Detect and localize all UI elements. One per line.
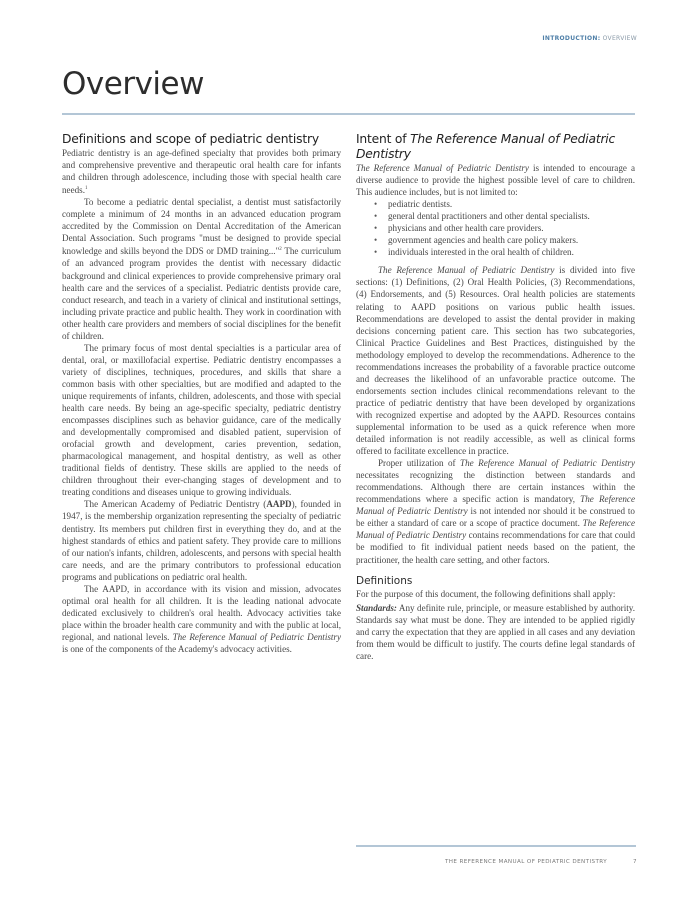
audience-list xyxy=(356,198,635,258)
left-column xyxy=(62,132,341,655)
section-heading-definitions: Definitions xyxy=(356,574,413,587)
section-heading-intent: Intent of The Reference Manual of Pediatric Dentistry xyxy=(356,132,616,161)
paragraph: The primary focus of most dental specialties is a particular area of dental, oral, or maxillofacial expertise. Pediatric dentistry encompasses a variety of disciplines, techniques, procedures, and skills that share a common basis with other specialties, but are modified and adapted to the unique requirements of infants, children, adolescents, and those with special health care needs. By being an age-specific specialty, pediatric dentistry encompasses disciplines such as behavior guidance, care of the medically and developmentally compromised and disabled patient, supervision of orofacial growth and development, caries prevention, sedation, pharmacological management, and hospital dentistry, as well as other traditional fields of dentistry. These skills are applied to the needs of children throughout their ever-changing stages of development and to treating conditions and diseases unique to growing individuals. xyxy=(62,342,341,498)
list-item: • pediatric dentists. xyxy=(388,198,635,210)
title-divider xyxy=(62,113,635,115)
paragraph: Proper utilization of The Reference Manual of Pediatric Dentistry necessitates recognizing the distinction between standards and recommendations. Although there are certain instances within the recommendations where a specific action is mandatory, The Reference Manual of Pediatric Dentistry is not intended nor should it be construed to be either a standard of care or a scope of practice document. The Reference Manual of Pediatric Dentistry contains recommendations for care that could be modified to fit individual patient needs based on the patient, the practitioner, the health care setting, and other factors. xyxy=(356,458,635,565)
list-item: • physicians and other health care providers. xyxy=(388,222,635,234)
footnote-ref: 1 xyxy=(84,186,88,192)
paragraph: The Reference Manual of Pediatric Dentistry is intended to encourage a diverse audience to provide the highest possible level of care to children. This audience includes, but is not limited to: xyxy=(356,163,635,198)
running-head xyxy=(542,35,637,42)
running-head-section: INTRODUCTION: xyxy=(542,35,601,42)
list-item: • individuals interested in the oral health of children. xyxy=(388,246,635,258)
section-heading-definitions-scope: Definitions and scope of pediatric dentistry xyxy=(62,132,319,146)
page-title: Overview xyxy=(62,66,204,102)
paragraph: The AAPD, in accordance with its vision and mission, advocates optimal oral health for all children. It is the leading national advocate dedicated exclusively to children's oral health. Advocacy activities take place within the broader health care community and with the public at local, regional, and national levels. The Reference Manual of Pediatric Dentistry is one of the components of the Academy's advocacy activities. xyxy=(62,583,341,654)
aapd-abbrev: AAPD xyxy=(266,499,292,510)
page-number: 7 xyxy=(633,859,637,865)
paragraph: Pediatric dentistry is an age-defined specialty that provides both primary and comprehensive preventive and therapeutic oral health care for infants and children through adolescence, including those with special health care needs.$^1$ xyxy=(62,148,341,196)
list-item: • general dental practitioners and other dental specialists. xyxy=(388,210,635,222)
definition-standards: Standards: Any definite rule, principle, or measure established by authority. Standards say what must be done. They are intended to be applied rigidly and carry the expectation that they are applied in all cases and any deviation from them would be difficult to justify. The courts define legal standards of care. xyxy=(356,602,635,661)
footnote-ref: 2 xyxy=(279,247,282,253)
footer-publication: THE REFERENCE MANUAL OF PEDIATRIC DENTISTRY xyxy=(444,859,608,865)
running-head-subsection: OVERVIEW xyxy=(602,35,637,42)
paragraph: For the purpose of this document, the following definitions shall apply: xyxy=(356,588,616,599)
paragraph: The American Academy of Pediatric Dentistry (AAPD), founded in 1947, is the membership organization representing the specialty of pediatric dentistry. Its members put children first in everything they do, and at the highest standards of ethics and patient safety. They provide care to millions of our nation's infants, children, adolescents, and persons with special health care needs, and are the primary contributors to professional education programs and publications on pediatric oral health. xyxy=(62,499,341,582)
paragraph: The Reference Manual of Pediatric Dentistry is divided into five sections: (1) Definitions, (2) Oral Health Policies, (3) Recommendations, (4) Endorsements, and (5) Resources. Oral health policies are statements relating to AAPD positions on various public health issues. Recommendations are developed to assist the dental provider in making decisions concerning patient care. This section has two subcategories, Clinical Practice Guidelines and Best Practices, distinguished by the methodology employed to develop the recommendations. Adherence to the recommendations increases the probability of a favorable practice outcome and decreases the likelihood of an unfavorable practice outcome. The endorsements section includes clinical recommendations relevant to the practice of pediatric dentistry that have been developed by organizations with recognized expertise and adopted by the AAPD. Resources contains supplemental information to be used as a quick reference when more detailed information is not readily accessible, as well as clinical forms offered to facilitate excellence in practice. xyxy=(356,265,635,457)
list-item: • government agencies and health care policy makers. xyxy=(388,234,635,246)
footer xyxy=(445,859,637,865)
paragraph: To become a pediatric dental specialist, a dentist must satisfactorily complete a minimum of 24 months in an advanced education program accredited by the Commission on Dental Accreditation of the American Dental Association. Such programs "must be designed to provide special knowledge and skills beyond the DDS or DMD training..."$^2$ The curriculum of an advanced program provides the dentist with necessary didactic background and clinical experiences to provide comprehensive primary oral health care and the services of a specialist. Pediatric dentists provide care, conduct research, and teach in a variety of clinical and institutional settings, including private practice and public health. They work in coordination with other health care providers and members of social disciplines for the benefit of children. xyxy=(62,197,342,341)
definition-term: Standards: xyxy=(356,602,397,613)
footer-divider xyxy=(356,845,636,847)
right-column xyxy=(356,132,635,662)
